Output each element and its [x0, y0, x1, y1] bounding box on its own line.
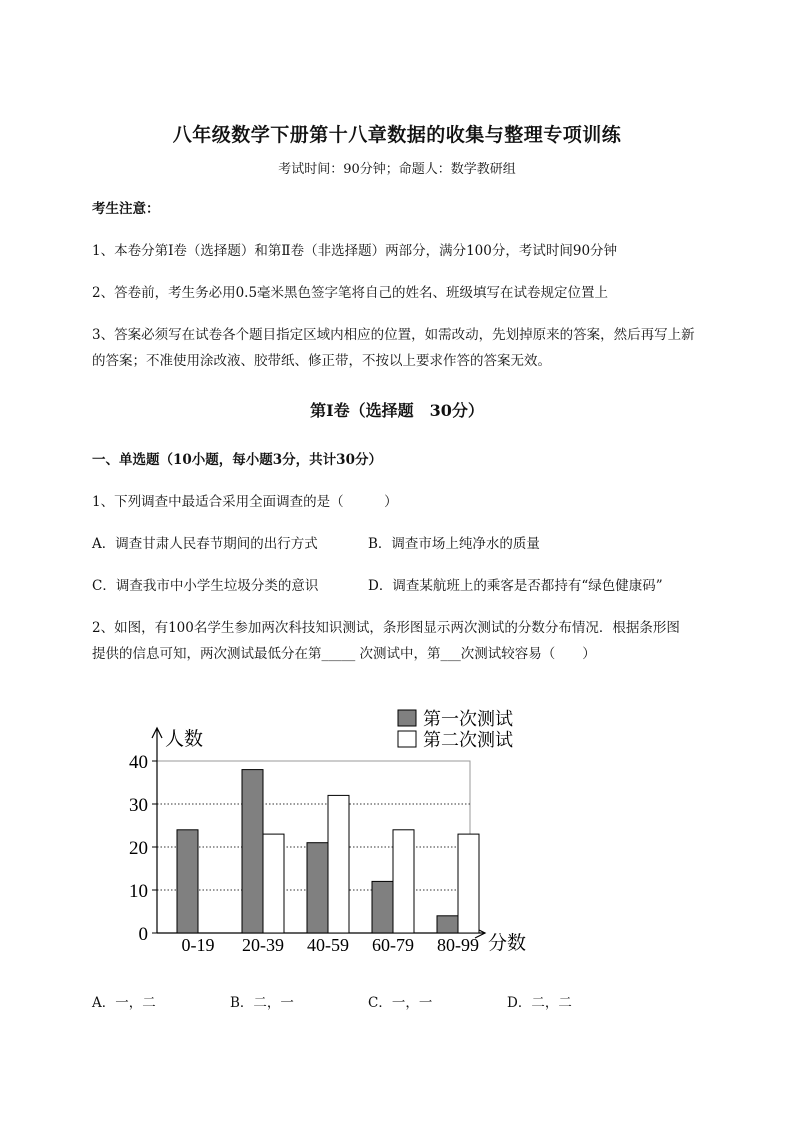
q1-stem: 1、下列调查中最适合采用全面调查的是（ ）	[92, 494, 398, 510]
notice-heading: 考生注意：	[92, 201, 160, 217]
q1-option-b[interactable]: B．调查市场上纯净水的质量	[368, 536, 540, 552]
bar-first-test	[307, 843, 328, 933]
legend-swatch	[398, 731, 416, 747]
y-tick-label: 40	[129, 752, 148, 773]
q1-option-c[interactable]: C．调查我市中小学生垃圾分类的意识	[92, 578, 319, 594]
bar-second-test	[328, 795, 349, 933]
x-tick-label: 80-99	[437, 935, 479, 955]
q2-option-b[interactable]: B．二，一	[230, 995, 294, 1011]
legend-swatch	[398, 710, 416, 726]
q1-option-d[interactable]: D．调查某航班上的乘客是否都持有“绿色健康码”	[368, 578, 663, 594]
x-tick-label: 0-19	[181, 935, 215, 955]
q2-stem-line1: 2、如图，有100名学生参加两次科技知识测试，条形图显示两次测试的分数分布情况．根据条形图	[92, 620, 680, 636]
bar-second-test	[393, 830, 414, 933]
x-axis-title: 分数	[488, 933, 527, 954]
notice-item-2: 2、答卷前，考生务必用0.5毫米黑色签字笔将自己的姓名、班级填写在试卷规定位置上	[92, 285, 609, 301]
legend-label: 第一次测试	[423, 709, 513, 729]
y-tick-label: 30	[129, 795, 148, 816]
section-title: 第I卷（选择题 30分）	[310, 401, 484, 420]
bar-first-test	[437, 916, 458, 933]
q1-option-a[interactable]: A．调查甘肃人民春节期间的出行方式	[92, 536, 318, 552]
bar-second-test	[263, 834, 284, 933]
legend-label: 第二次测试	[423, 730, 513, 750]
x-tick-label: 20-39	[242, 935, 284, 955]
x-tick-label: 60-79	[372, 935, 414, 955]
part-heading: 一、单选题（10小题，每小题3分，共计30分）	[92, 452, 382, 468]
x-tick-label: 40-59	[307, 935, 349, 955]
q2-stem-line2: 提供的信息可知，两次测试最低分在第_____ 次测试中，第___次测试较容易（ ）	[92, 646, 596, 662]
notice-item-3: 3、答案必须写在试卷各个题目指定区域内相应的位置，如需改动，先划掉原来的答案，然后再写上新	[92, 327, 695, 343]
bar-first-test	[242, 770, 263, 933]
bar-first-test	[372, 881, 393, 933]
q2-option-c[interactable]: C．一，一	[368, 995, 433, 1011]
y-tick-label: 10	[129, 881, 148, 902]
bar-first-test	[177, 830, 198, 933]
exam-info: 考试时间：90分钟；命题人：数学教研组	[278, 162, 516, 177]
notice-item-3-cont: 的答案；不准使用涂改液、胶带纸、修正带，不按以上要求作答的答案无效。	[92, 353, 551, 369]
notice-item-1: 1、本卷分第I卷（选择题）和第Ⅱ卷（非选择题）两部分，满分100分，考试时间90分钟	[92, 243, 618, 259]
y-axis-title: 人数	[165, 729, 204, 750]
page-title: 八年级数学下册第十八章数据的收集与整理专项训练	[172, 124, 622, 146]
y-tick-label: 20	[129, 838, 148, 859]
q2-option-d[interactable]: D．二，二	[507, 995, 572, 1011]
bar-second-test	[458, 834, 479, 933]
y-tick-label: 0	[138, 924, 148, 945]
bar-chart	[110, 700, 550, 970]
q2-option-a[interactable]: A．一，二	[92, 995, 156, 1011]
